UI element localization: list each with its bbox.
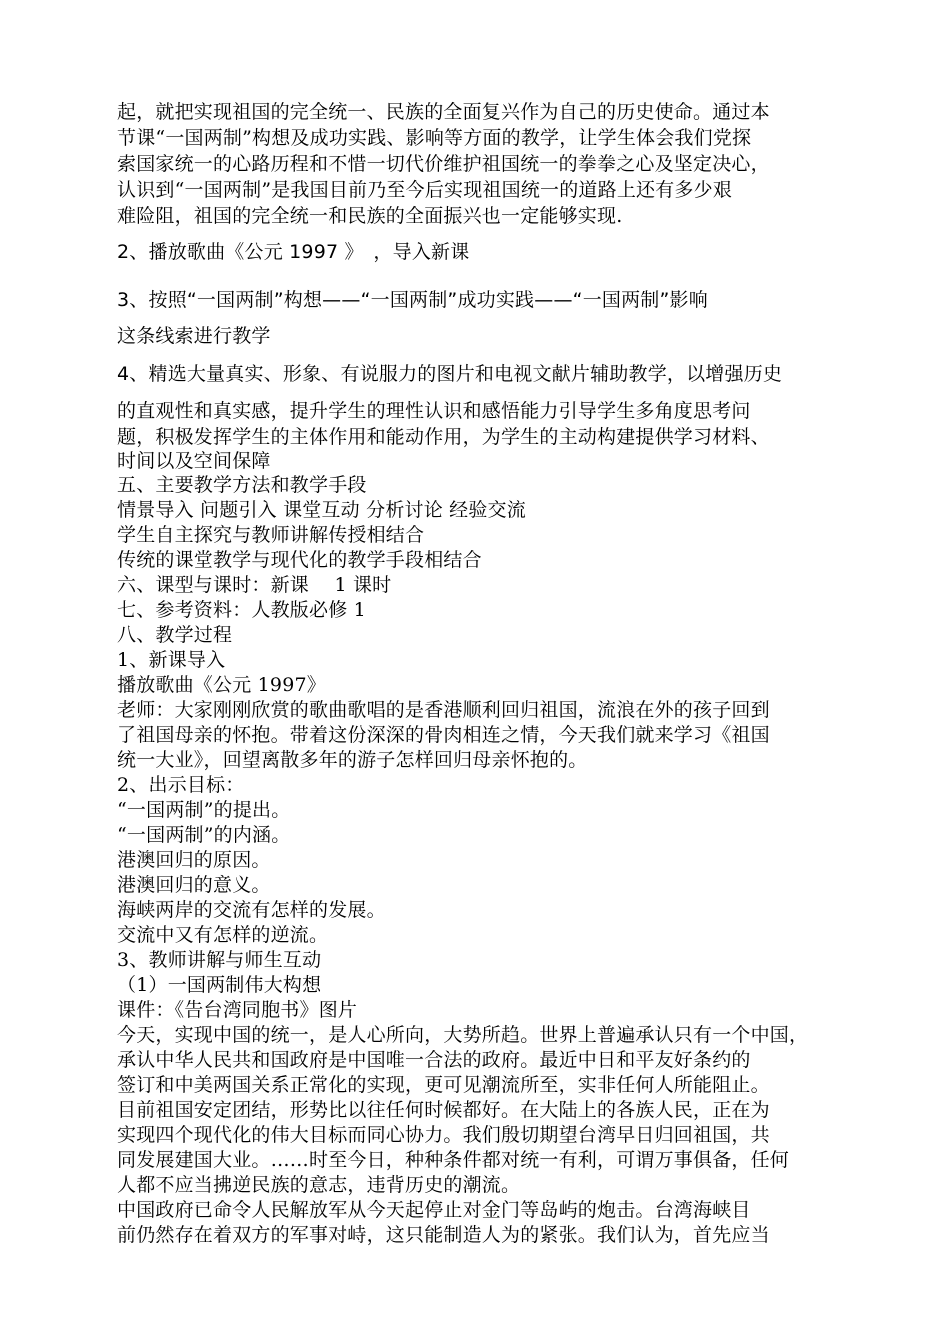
text-line: 老师：大家刚刚欣赏的歌曲歌唱的是香港顺利回归祖国，流浪在外的孩子回到 xyxy=(117,699,770,721)
text-line: 人都不应当拂逆民族的意志，违背历史的潮流。 xyxy=(117,1174,521,1196)
text-line: 索国家统一的心路历程和不惜一切代价维护祖国统一的拳拳之心及坚定决心， xyxy=(117,153,770,175)
section-heading: 六、课型与课时：新课 1 课时 xyxy=(117,574,392,596)
subheading: 2、出示目标： xyxy=(117,774,245,796)
section-heading: 五、主要教学方法和教学手段 xyxy=(117,474,367,496)
text-line: 学生自主探究与教师讲解传授相结合 xyxy=(117,524,425,546)
text-line: 前仍然存在着双方的军事对峙，这只能制造人为的紧张。我们认为，首先应当 xyxy=(117,1224,770,1246)
text-line: 播放歌曲《公元 1997》 xyxy=(117,674,326,696)
list-item: 海峡两岸的交流有怎样的发展。 xyxy=(117,899,386,921)
list-item: 交流中又有怎样的逆流。 xyxy=(117,924,329,946)
subheading: 1、新课导入 xyxy=(117,649,226,671)
text-line: 难险阻，祖国的完全统一和民族的全面振兴也一定能够实现. xyxy=(117,205,623,227)
list-item: 港澳回归的意义。 xyxy=(117,874,271,896)
text-line: 承认中华人民共和国政府是中国唯一合法的政府。最近中日和平友好条约的 xyxy=(117,1049,751,1071)
text-line: 题，积极发挥学生的主体作用和能动作用，为学生的主动构建提供学习材料、 xyxy=(117,426,770,448)
text-line: 签订和中美两国关系正常化的实现，更可见潮流所至，实非任何人所能阻止。 xyxy=(117,1074,770,1096)
list-item: 港澳回归的原因。 xyxy=(117,849,271,871)
subheading: 3、教师讲解与师生互动 xyxy=(117,949,322,971)
text-line: 目前祖国安定团结，形势比以往任何时候都好。在大陆上的各族人民，正在为 xyxy=(117,1099,770,1121)
text-line: 实现四个现代化的伟大目标而同心协力。我们殷切期望台湾早日归回祖国，共 xyxy=(117,1124,770,1146)
text-line: 的直观性和真实感，提升学生的理性认识和感悟能力引导学生多角度思考问 xyxy=(117,400,751,422)
text-line: 了祖国母亲的怀抱。带着这份深深的骨肉相连之情，今天我们就来学习《祖国 xyxy=(117,724,770,746)
subheading: （1）一国两制伟大构想 xyxy=(117,974,322,996)
list-item: 4、精选大量真实、形象、有说服力的图片和电视文献片辅助教学，以增强历史 xyxy=(117,363,783,385)
list-item: “一国两制”的内涵。 xyxy=(117,824,291,846)
section-heading: 八、教学过程 xyxy=(117,624,233,646)
text-line: 同发展建国大业。……时至今日，种种条件都对统一有利，可谓万事俱备，任何 xyxy=(117,1149,790,1171)
text-line: 起，就把实现祖国的完全统一、民族的全面复兴作为自己的历史使命。通过本 xyxy=(117,101,770,123)
text-line: 传统的课堂教学与现代化的教学手段相结合 xyxy=(117,549,482,571)
text-line: 认识到“一国两制”是我国目前乃至今后实现祖国统一的道路上还有多少艰 xyxy=(117,179,733,201)
list-item: 2、播放歌曲《公元 1997 》 ，导入新课 xyxy=(117,241,470,263)
text-line: 中国政府已命令人民解放军从今天起停止对金门等岛屿的炮击。台湾海峡目 xyxy=(117,1199,751,1221)
text-line: 今天，实现中国的统一，是人心所向，大势所趋。世界上普遍承认只有一个中国， xyxy=(117,1024,809,1046)
text-line: 统一大业》，回望离散多年的游子怎样回归母亲怀抱的。 xyxy=(117,749,588,771)
text-line: 时间以及空间保障 xyxy=(117,450,271,472)
text-line: 课件：《告台湾同胞书》图片 xyxy=(117,999,358,1021)
text-line: 这条线索进行教学 xyxy=(117,325,271,347)
text-line: 情景导入 问题引入 课堂互动 分析讨论 经验交流 xyxy=(117,499,526,521)
list-item: 3、按照“一国两制”构想——“一国两制”成功实践——“一国两制”影响 xyxy=(117,289,708,311)
text-line: 节课“一国两制”构想及成功实践、影响等方面的教学，让学生体会我们党探 xyxy=(117,127,752,149)
list-item: “一国两制”的提出。 xyxy=(117,799,291,821)
section-heading: 七、参考资料：人教版必修 1 xyxy=(117,599,366,621)
